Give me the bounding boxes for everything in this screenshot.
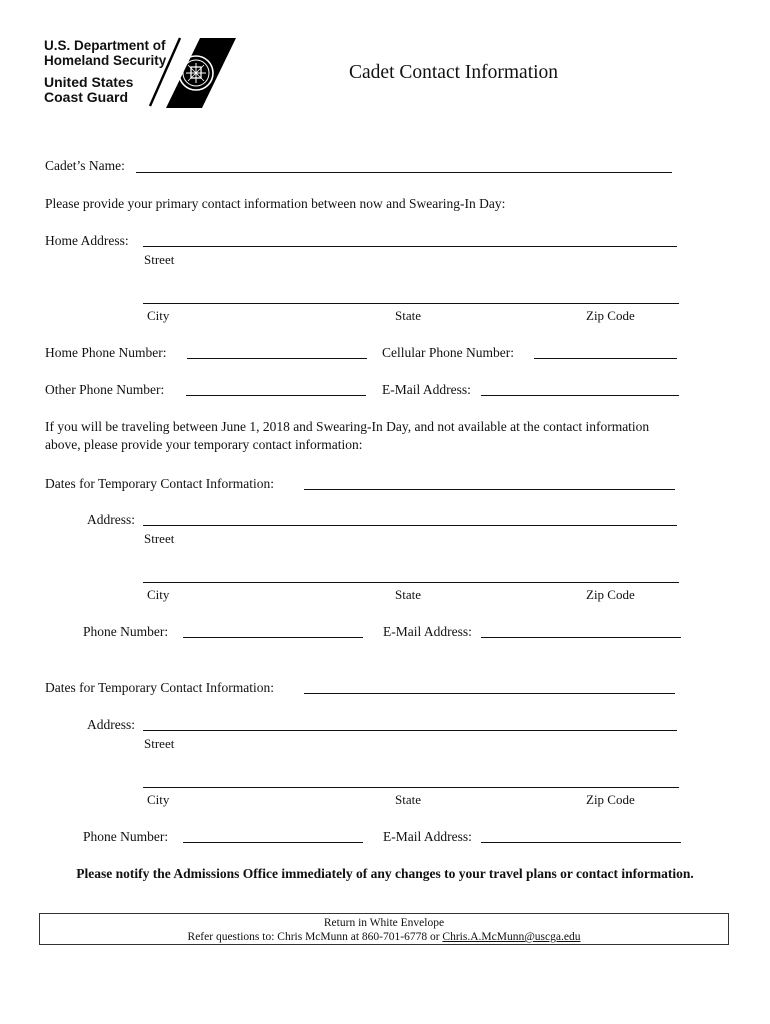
temp-phone-label-1: Phone Number: bbox=[83, 624, 169, 639]
cell-phone-label: Cellular Phone Number: bbox=[382, 345, 514, 360]
home-address-label: Home Address: bbox=[45, 233, 129, 248]
home-street-field[interactable] bbox=[143, 246, 677, 247]
temp-email-label-1: E-Mail Address: bbox=[383, 624, 472, 639]
temp-city-caption-2: City bbox=[147, 792, 170, 807]
home-city-caption: City bbox=[147, 308, 170, 323]
coast-guard-emblem-icon bbox=[148, 36, 238, 110]
temp-street-caption-1: Street bbox=[144, 531, 175, 546]
temp-email-label-2: E-Mail Address: bbox=[383, 829, 472, 844]
travel-intro-line1: If you will be traveling between June 1, 2018 and Swearing-In Day, and not available at the contact information bbox=[45, 419, 650, 434]
email-field[interactable] bbox=[481, 395, 679, 396]
service-line1: United States bbox=[44, 74, 134, 90]
cadet-name-label: Cadet’s Name: bbox=[45, 158, 125, 173]
travel-intro-line2: above, please provide your temporary contact information: bbox=[45, 437, 363, 452]
temp-address-label-2: Address: bbox=[87, 717, 135, 732]
temp-dates-label-1: Dates for Temporary Contact Information: bbox=[45, 476, 274, 491]
temp-zip-caption-1: Zip Code bbox=[586, 587, 635, 602]
temp-street-field-1[interactable] bbox=[143, 525, 677, 526]
notice-text: Please notify the Admissions Office immediately of any changes to your travel plans or contact information. bbox=[76, 866, 694, 881]
temp-address-label-1: Address: bbox=[87, 512, 135, 527]
temp-phone-field-2[interactable] bbox=[183, 842, 363, 843]
temp-state-caption-1: State bbox=[395, 587, 421, 602]
service-line2: Coast Guard bbox=[44, 89, 129, 105]
footer-line2 bbox=[40, 930, 728, 944]
temp-dates-field-2[interactable] bbox=[304, 693, 675, 694]
email-label: E-Mail Address: bbox=[382, 382, 471, 397]
footer-box bbox=[39, 913, 729, 945]
temp-street-caption-2: Street bbox=[144, 736, 175, 751]
contact-email-link[interactable]: Chris.A.McMunn@uscga.edu bbox=[442, 931, 581, 943]
temp-dates-field-1[interactable] bbox=[304, 489, 675, 490]
cell-phone-field[interactable] bbox=[534, 358, 677, 359]
temp-state-caption-2: State bbox=[395, 792, 421, 807]
temp-city-caption-1: City bbox=[147, 587, 170, 602]
agency-line1: U.S. Department of bbox=[44, 38, 166, 53]
temp-email-field-2[interactable] bbox=[481, 842, 681, 843]
temp-city-state-zip-field-1[interactable] bbox=[143, 582, 679, 583]
footer-contact-text: Refer questions to: Chris McMunn at 860-701-6778 or bbox=[187, 931, 443, 943]
other-phone-label: Other Phone Number: bbox=[45, 382, 165, 397]
home-state-caption: State bbox=[395, 308, 421, 323]
temp-dates-label-2: Dates for Temporary Contact Information: bbox=[45, 680, 274, 695]
temp-email-field-1[interactable] bbox=[481, 637, 681, 638]
page-title: Cadet Contact Information bbox=[349, 62, 559, 83]
temp-zip-caption-2: Zip Code bbox=[586, 792, 635, 807]
agency-line2: Homeland Security bbox=[44, 53, 167, 68]
temp-city-state-zip-field-2[interactable] bbox=[143, 787, 679, 788]
temp-phone-label-2: Phone Number: bbox=[83, 829, 169, 844]
home-phone-label: Home Phone Number: bbox=[45, 345, 167, 360]
other-phone-field[interactable] bbox=[186, 395, 366, 396]
home-street-caption: Street bbox=[144, 252, 175, 267]
footer-line1: Return in White Envelope bbox=[323, 917, 445, 929]
primary-intro-text: Please provide your primary contact information between now and Swearing-In Day: bbox=[45, 196, 506, 211]
home-phone-field[interactable] bbox=[187, 358, 367, 359]
temp-street-field-2[interactable] bbox=[143, 730, 677, 731]
home-zip-caption: Zip Code bbox=[586, 308, 635, 323]
home-city-state-zip-field[interactable] bbox=[143, 303, 679, 304]
cadet-name-field[interactable] bbox=[136, 172, 672, 173]
temp-phone-field-1[interactable] bbox=[183, 637, 363, 638]
